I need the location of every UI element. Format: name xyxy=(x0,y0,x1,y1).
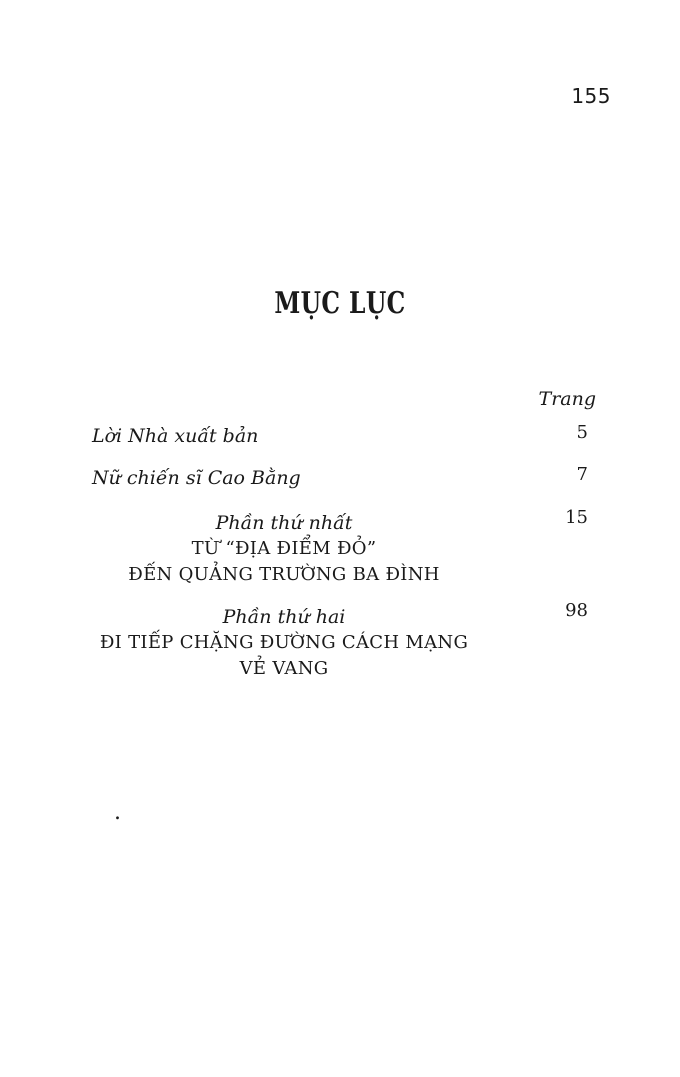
part-title-line: TỪ “ĐỊA ĐIỂM ĐỎ” xyxy=(191,538,377,559)
part-label: Phần thứ nhất xyxy=(215,512,353,534)
toc-part-one-text xyxy=(80,510,488,588)
toc-title: MỤC LỤC xyxy=(274,286,406,321)
toc-entry-page: 7 xyxy=(576,464,588,485)
page-column-header: Trang xyxy=(538,388,596,410)
page-number: 155 xyxy=(571,84,611,108)
toc-entry-page: 15 xyxy=(565,507,588,528)
part-title-line: VẺ VANG xyxy=(239,658,329,679)
toc-entry-label: Lời Nhà xuất bản xyxy=(92,425,259,447)
toc-entry-page: 5 xyxy=(576,422,588,443)
stray-mark: . xyxy=(114,800,121,825)
part-title-line: ĐẾN QUẢNG TRƯỜNG BA ĐÌNH xyxy=(128,564,440,585)
toc-entry-page: 98 xyxy=(565,600,588,621)
part-label: Phần thứ hai xyxy=(222,606,346,628)
toc-entry-label: Nữ chiến sĩ Cao Bằng xyxy=(92,467,301,489)
part-title-line: ĐI TIẾP CHẶNG ĐƯỜNG CÁCH MẠNG xyxy=(99,632,469,653)
toc-part-two-text xyxy=(80,604,488,682)
